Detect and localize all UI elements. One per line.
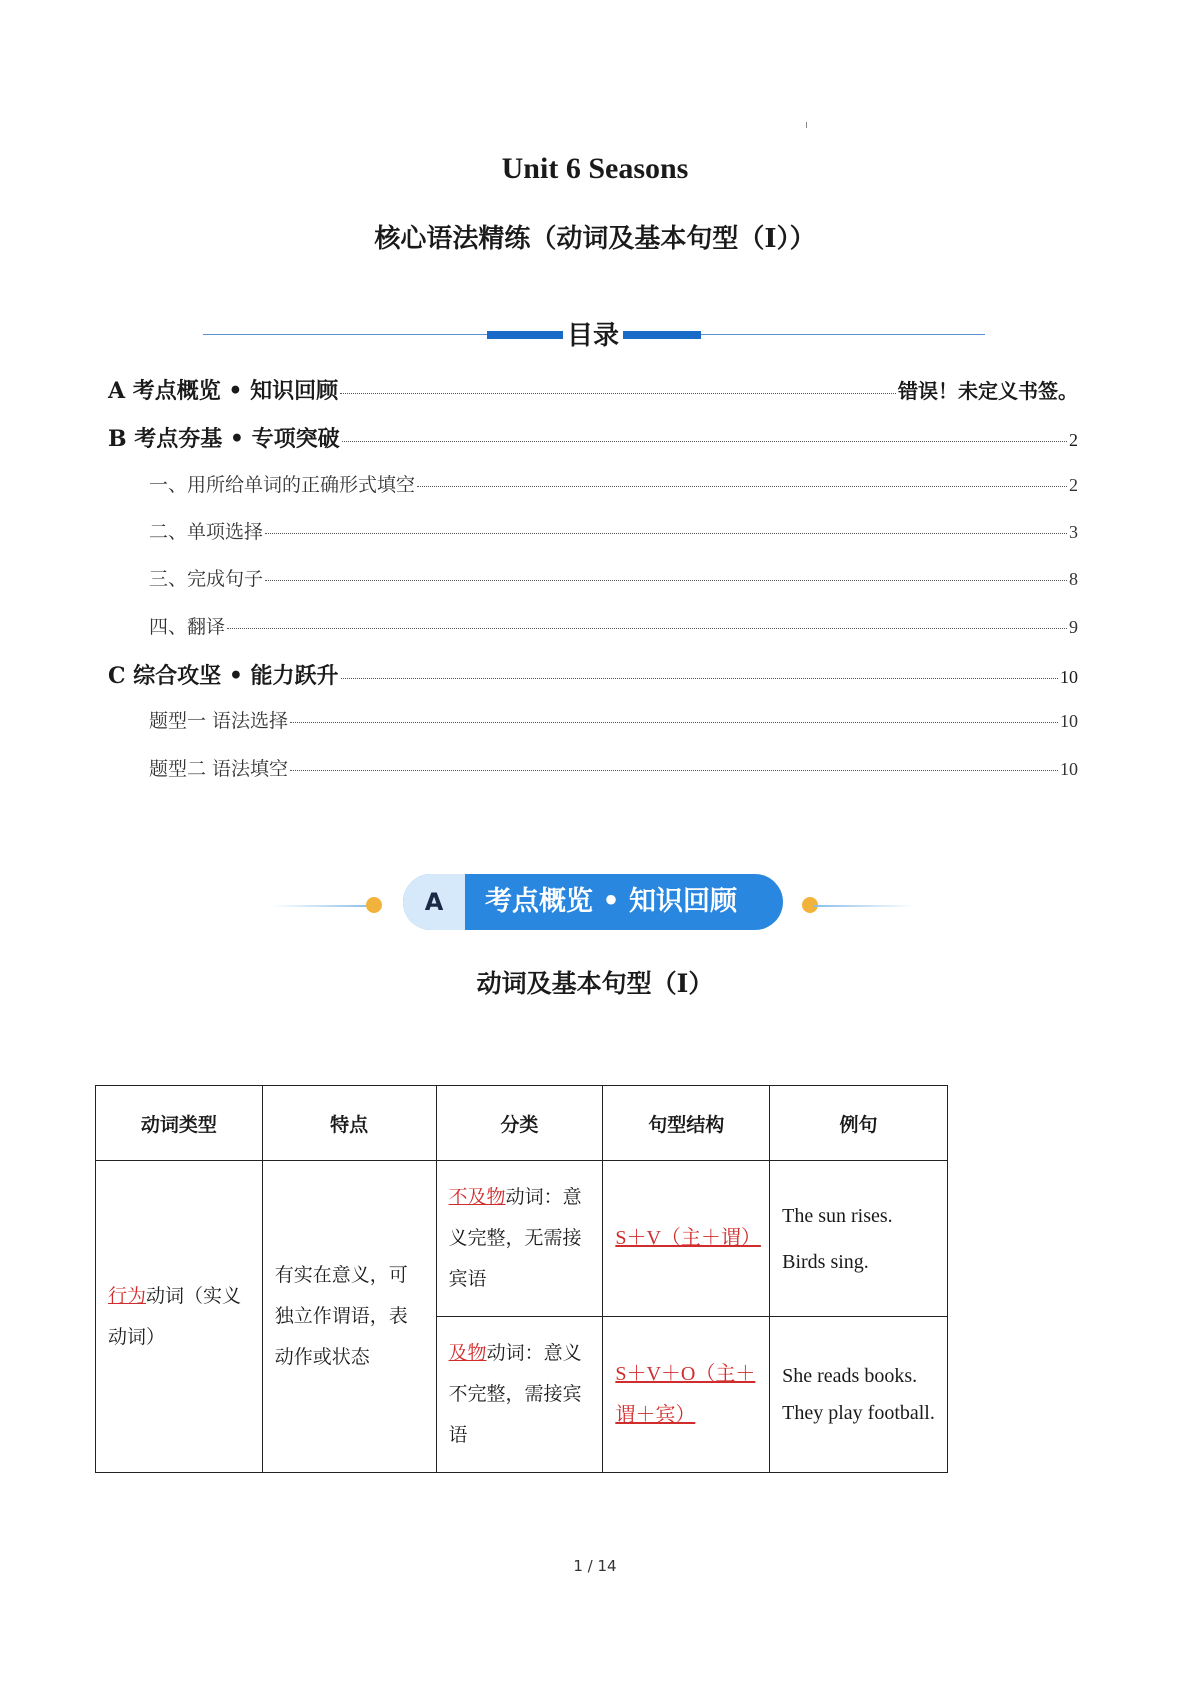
feature-text: 有实在意义，可独立作谓语，表动作或状态 [274, 1264, 408, 1368]
banner-letter: A [403, 874, 465, 930]
document-subtitle: 核心语法精练（动词及基本句型（I）） [374, 224, 816, 254]
toc-entry-text: 二、单项选择 [149, 521, 264, 543]
toc-entry-text: 三、完成句子 [149, 568, 264, 590]
structure-text: S＋V＋O（主＋谓＋宾） [615, 1362, 756, 1426]
banner-rule-right [814, 905, 914, 907]
toc-entry-text: C 综合攻坚 • 能力跃升 [108, 663, 339, 689]
example-sentence: The sun rises. [782, 1204, 893, 1227]
toc-entry-c1[interactable] [149, 706, 1078, 733]
toc-entry-b4[interactable] [149, 612, 1078, 639]
section-banner [403, 874, 783, 930]
toc-entry-a[interactable] [108, 374, 1078, 405]
toc-entry-text: 四、翻译 [149, 616, 226, 638]
example-cell [770, 1161, 948, 1317]
classification-cell [436, 1317, 603, 1473]
toc-entry-page: 2 [1069, 430, 1078, 450]
example-cell [770, 1317, 948, 1473]
col-header-structure: 句型结构 [603, 1086, 770, 1161]
feature-cell [262, 1161, 436, 1473]
toc-entry-page: 错误！未定义书签。 [898, 379, 1078, 403]
toc-entry-text: A 考点概览 • 知识回顾 [108, 378, 339, 404]
banner-dot-left [366, 897, 382, 913]
example-sentence: She reads books. [782, 1364, 918, 1387]
page-number: 1 / 14 [573, 1557, 617, 1575]
example-sentence: Birds sing. [782, 1250, 869, 1273]
toc-leader [290, 722, 1058, 723]
table-row [96, 1161, 948, 1317]
toc-leader [227, 628, 1067, 629]
verb-type-cell [96, 1161, 263, 1473]
toc-entry-text: 题型一 语法选择 [149, 710, 289, 732]
classification-highlight: 不及物 [448, 1186, 506, 1208]
toc-leader [417, 486, 1067, 487]
classification-cell [436, 1161, 603, 1317]
structure-cell [603, 1317, 770, 1473]
toc-leader [340, 393, 896, 394]
grammar-table [95, 1085, 948, 1473]
toc-entry-b2[interactable] [149, 517, 1078, 544]
toc-bar-right [623, 331, 701, 339]
example-sentence: They play football. [782, 1401, 935, 1424]
toc-entry-c[interactable] [108, 659, 1078, 690]
toc-entry-page: 2 [1069, 475, 1078, 495]
banner-rule-left [272, 905, 372, 907]
toc-entry-c2[interactable] [149, 754, 1078, 781]
table-header-row [96, 1086, 948, 1161]
section-title: 动词及基本句型（I） [476, 969, 714, 998]
classification-text: 动词：意义完整，无需接宾语 [448, 1186, 582, 1290]
verb-type-text: 动词（实义动词） [108, 1284, 242, 1348]
document-title: Unit 6 Seasons [501, 152, 689, 185]
col-header-feature: 特点 [262, 1086, 436, 1161]
toc-heading: 目录 [566, 321, 619, 351]
toc-bar-left [487, 331, 563, 339]
banner-text: 考点概览 • 知识回顾 [485, 886, 738, 917]
toc-entry-b[interactable] [108, 422, 1078, 453]
col-header-verb-type: 动词类型 [96, 1086, 263, 1161]
classification-highlight: 及物 [448, 1342, 487, 1364]
toc-entry-text: B 考点夯基 • 专项突破 [108, 426, 340, 452]
header-tick-mark [806, 122, 807, 128]
toc-entry-b3[interactable] [149, 564, 1078, 591]
toc-entry-b1[interactable] [149, 470, 1078, 497]
toc-leader [265, 580, 1067, 581]
toc-entry-page: 10 [1060, 711, 1078, 731]
col-header-classification: 分类 [436, 1086, 603, 1161]
toc-leader [342, 441, 1067, 442]
classification-text: 动词：意义不完整，需接宾语 [448, 1342, 582, 1446]
toc-entry-page: 3 [1069, 522, 1078, 542]
structure-cell [603, 1161, 770, 1317]
toc-entry-page: 9 [1069, 617, 1078, 637]
toc-entry-text: 题型二 语法填空 [149, 758, 289, 780]
toc-rule-left [203, 334, 487, 335]
structure-text: S＋V（主＋谓） [615, 1227, 761, 1249]
toc-leader [265, 533, 1067, 534]
toc-leader [290, 770, 1058, 771]
toc-entry-page: 10 [1060, 667, 1078, 687]
toc-rule-right [701, 334, 985, 335]
toc-leader [341, 678, 1058, 679]
col-header-example: 例句 [770, 1086, 948, 1161]
toc-entry-text: 一、用所给单词的正确形式填空 [149, 474, 416, 496]
toc-entry-page: 8 [1069, 569, 1078, 589]
verb-type-highlight: 行为 [108, 1284, 147, 1307]
toc-entry-page: 10 [1060, 759, 1078, 779]
